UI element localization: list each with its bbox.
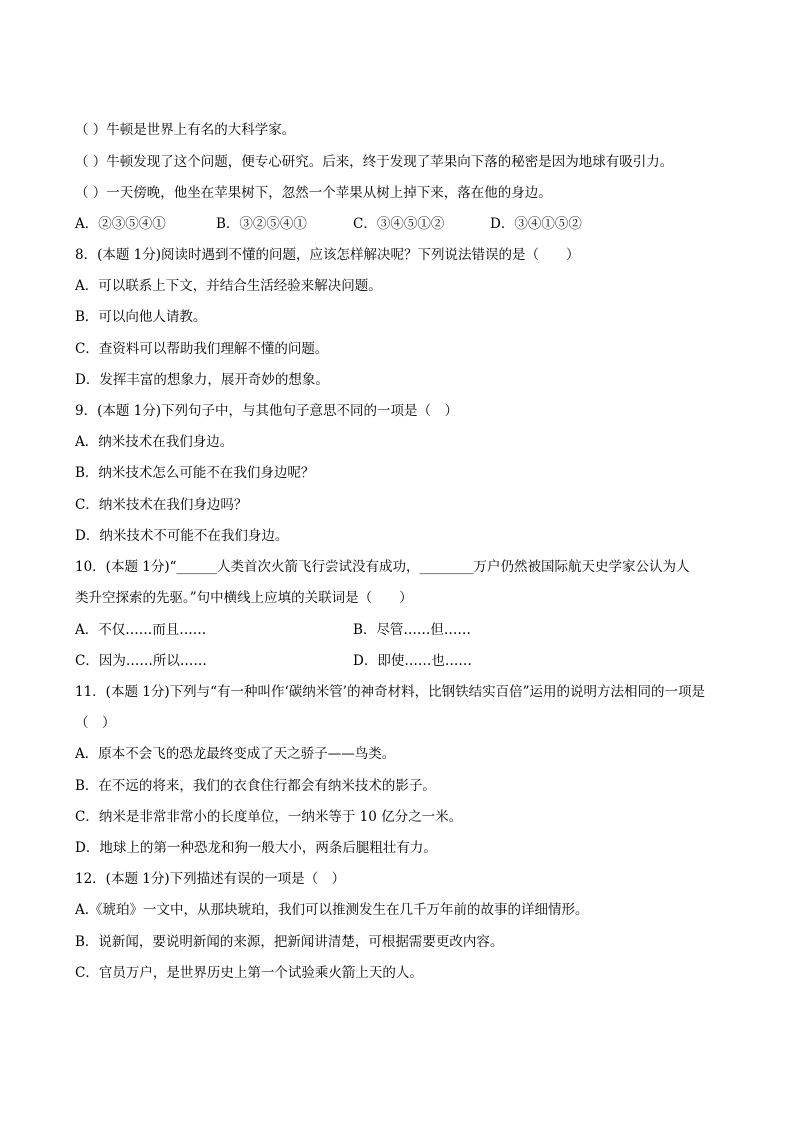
q10-option-b: B．尽管……但…… — [353, 622, 471, 638]
q11-stem-line1: 11．(本题 1分)下列与“有一种叫作‘碳纳米管’的神奇材料，比钢铁结实百倍”运用的说明方法相同的一项是 — [75, 684, 705, 700]
q8-stem: 8．(本题 1分)阅读时遇到不懂的问题，应该怎样解决呢？下列说法错误的是（ ） — [75, 247, 580, 263]
q11-option-b: B．在不远的将来，我们的衣食住行都会有纳米技术的影子。 — [75, 778, 436, 794]
q9-option-a: A．纳米技术在我们身边。 — [75, 434, 234, 450]
q7-item-1: （ ）牛顿是世界上有名的大科学家。 — [75, 122, 296, 138]
q12-option-b: B．说新闻，要说明新闻的来源，把新闻讲清楚，可根据需要更改内容。 — [75, 934, 504, 950]
q7-option-c: C．③④⑤①② — [353, 216, 445, 232]
q10-stem-line2: 类升空探索的先驱。”句中横线上应填的关联词是（ ） — [75, 590, 413, 606]
q11-option-d: D．地球上的第一种恐龙和狗一般大小，两条后腿粗壮有力。 — [75, 840, 437, 856]
q7-option-b: B．③②⑤④① — [216, 216, 307, 232]
q12-option-a: A.《琥珀》一文中，从那块琥珀，我们可以推测发生在几千万年前的故事的详细情形。 — [75, 902, 589, 918]
q7-option-a: A．②③⑤④① — [75, 216, 166, 232]
q12-option-c: C．官员万户，是世界历史上第一个试验乘火箭上天的人。 — [75, 965, 423, 981]
q10-option-d: D．即使……也…… — [353, 653, 472, 669]
q7-item-3: （ ）一天傍晚，他坐在苹果树下，忽然一个苹果从树上掉下来，落在他的身边。 — [75, 185, 552, 201]
q8-option-a: A．可以联系上下文，并结合生活经验来解决问题。 — [75, 278, 382, 294]
q8-option-b: B．可以向他人请教。 — [75, 309, 207, 325]
q9-option-c: C．纳米技术在我们身边吗？ — [75, 497, 248, 513]
q8-option-c: C．查资料可以帮助我们理解不懂的问题。 — [75, 341, 329, 357]
q7-item-2: （ ）牛顿发现了这个问题，便专心研究。后来，终于发现了苹果向下落的秘密是因为地球有吸引力。 — [75, 154, 674, 170]
q11-stem-line2: （ ） — [75, 715, 116, 731]
q10-option-a: A．不仅……而且…… — [75, 622, 207, 638]
q12-stem: 12．(本题 1分)下列描述有误的一项是（ ） — [75, 871, 346, 887]
q10-stem-line1: 10．(本题 1分)“______人类首次火箭飞行尝试没有成功，________万户仍然被国际航天史学家公认为人 — [75, 559, 690, 575]
q11-option-a: A．原本不会飞的恐龙最终变成了天之骄子——鸟类。 — [75, 746, 396, 762]
q7-option-d: D．③④①⑤② — [490, 216, 582, 232]
q9-option-d: D．纳米技术不可能不在我们身边。 — [75, 528, 289, 544]
q8-option-d: D．发挥丰富的想象力，展开奇妙的想象。 — [75, 372, 329, 388]
q9-option-b: B．纳米技术怎么可能不在我们身边呢？ — [75, 465, 315, 481]
q11-option-c: C．纳米是非常非常小的长度单位，一纳米等于 10 亿分之一米。 — [75, 809, 463, 825]
q9-stem: 9．(本题 1分)下列句子中，与其他句子意思不同的一项是（ ） — [75, 403, 459, 419]
q10-option-c: C．因为……所以…… — [75, 653, 207, 669]
